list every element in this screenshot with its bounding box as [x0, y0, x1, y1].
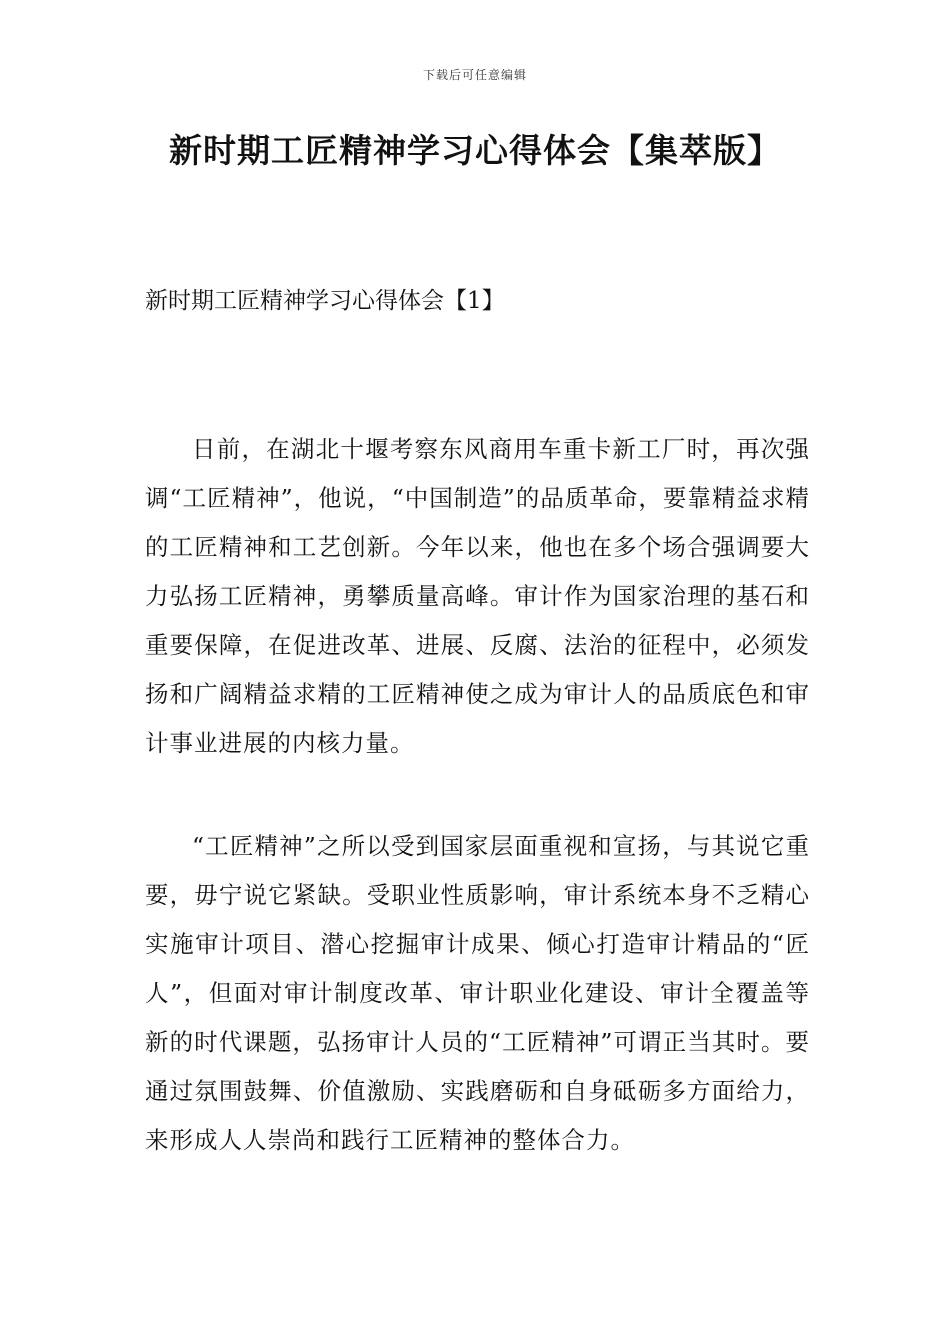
document-title: 新时期工匠精神学习心得体会【集萃版】: [169, 131, 781, 170]
body-paragraph-1: 日前，在湖北十堰考察东风商用车重卡新工厂时，再次强调“工匠精神”，他说，“中国制造”的品质革命，要靠精益求精的工匠精神和工艺创新。今年以来，他也在多个场合强调要大力弘扬工匠精神，勇攀质量高峰。审计作为国家治理的基石和重要保障，在促进改革、进展、反腐、法治的征程中，必须发扬和广阔精益求精的工匠精神使之成为审计人的品质底色和审计事业进展的内核力量。: [145, 435, 810, 757]
body-paragraph-2: “工匠精神”之所以受到国家层面重视和宣扬，与其说它重要，毋宁说它紧缺。受职业性质影响，审计系统本身不乏精心实施审计项目、潜心挖掘审计成果、倾心打造审计精品的“匠人”，但面对审计制度改革、审计职业化建设、审计全覆盖等新的时代课题，弘扬审计人员的“工匠精神”可谓正当其时。要通过氛围鼓舞、价值激励、实践磨砺和自身砥砺多方面给力，来形成人人崇尚和践行工匠精神的整体合力。: [145, 832, 810, 1154]
page-header-note: 下载后可任意编辑: [422, 68, 527, 82]
section-heading: 新时期工匠精神学习心得体会【1】: [145, 288, 505, 314]
